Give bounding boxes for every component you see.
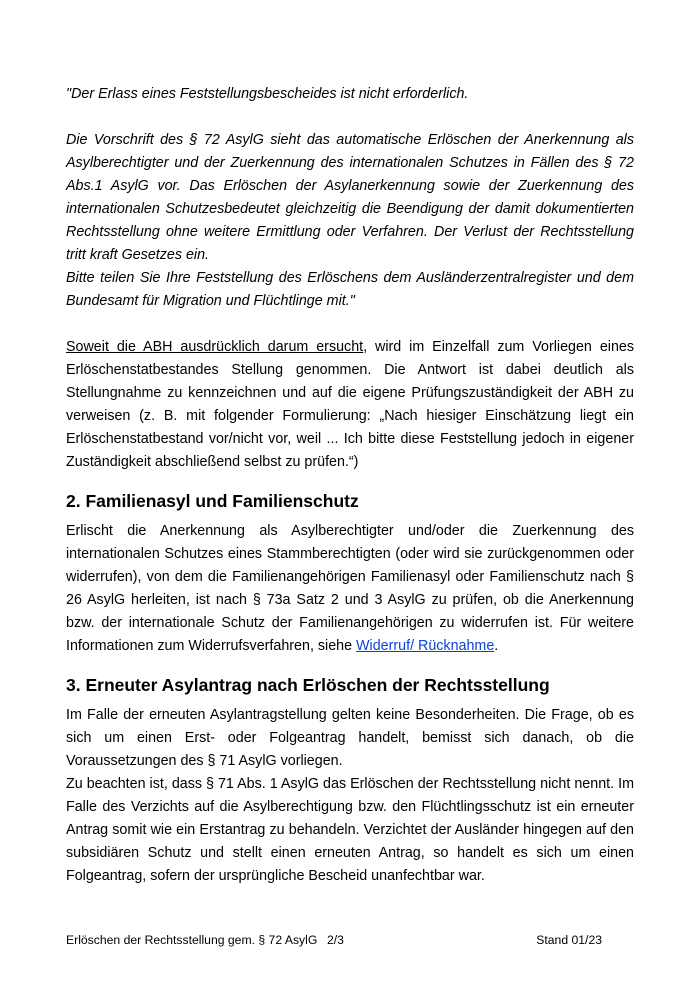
widerruf-link[interactable]: Widerruf/ Rücknahme bbox=[356, 638, 495, 654]
section-2-paragraph bbox=[66, 520, 634, 658]
abh-text: , wird im Einzelfall zum Vorliegen eines Erlöschenstatbestandes Stellung genommen. Die Antwort ist dabei deutlich als Stellungnahme zu kennzeichnen und auf die eigene Prüfungszuständigkeit der ABH zu verweisen (z. B. mit folgender Formulierung: „Nach hiesiger Einschätzung liegt ein Erlöschenstatbestand vor/nicht vor, weil ... Ich bitte diese Feststellung jedoch in eigener Zuständigkeit abschließend selbst zu prüfen.“) bbox=[66, 339, 634, 470]
abh-underlined-text: Soweit die ABH ausdrücklich darum ersucht bbox=[66, 339, 364, 355]
section-3-paragraph-2: Zu beachten ist, dass § 71 Abs. 1 AsylG das Erlöschen der Rechtsstellung nicht nennt. Im Falle des Verzichts auf die Asylberechtigung bzw. den Flüchtlingsschutz ist ein erneuter Antrag somit wie ein Erstantrag zu behandeln. Verzichtet der Ausländer hingegen auf den subsidiären Schutz und stellt einen erneuten Antrag, so handelt es sich um einen Folgeantrag, sofern der ursprüngliche Bescheid unanfechtbar war. bbox=[66, 776, 634, 884]
section-3-heading: 3. Erneuter Asylantrag nach Erlöschen der Rechtsstellung bbox=[66, 675, 550, 695]
quote-intro: "Der Erlass eines Feststellungsbescheides ist nicht erforderlich. bbox=[66, 86, 469, 102]
quote-closing: Bitte teilen Sie Ihre Feststellung des Erlöschens dem Ausländerzentralregister und dem Bundesamt für Migration und Flüchtlinge mit." bbox=[66, 270, 634, 309]
footer-version: Stand 01/23 bbox=[536, 933, 602, 947]
section-2-end: . bbox=[494, 638, 499, 654]
section-2-text: Erlischt die Anerkennung als Asylberechtigter und/oder die Zuerkennung des internationalen Schutzes eines Stammberechtigten (oder wird sie zurückgenommen oder widerrufen), von dem die Familienangehörigen Familienasyl oder Familienschutz nach § 26 AsylG herleiten, ist nach § 73a Satz 2 und 3 AsylG zu prüfen, ob die Anerkennung bzw. der internationale Schutz der Familienangehörigen zu widerrufen ist. Für weitere Informationen zum Widerrufsverfahren, siehe bbox=[66, 523, 634, 654]
document-page bbox=[66, 83, 634, 888]
section-2-heading: 2. Familienasyl und Familienschutz bbox=[66, 491, 359, 511]
footer-title: Erlöschen der Rechtsstellung gem. § 72 AsylG bbox=[66, 933, 318, 947]
quote-paragraph: Die Vorschrift des § 72 AsylG sieht das automatische Erlöschen der Anerkennung als Asylberechtigter und der Zuerkennung des internationalen Schutzes in Fällen des § 72 Abs.1 AsylG vor. Das Erlöschen der Asylanerkennung sowie der Zuerkennung des internationalen Schutzesbedeutet gleichzeitig die Beendigung der damit dokumentierten Rechtsstellung ohne weitere Ermittlung oder Verfahren. Der Verlust der Rechtsstellung tritt kraft Gesetzes ein. bbox=[66, 132, 634, 263]
abh-paragraph bbox=[66, 336, 634, 474]
footer-page-number: 2/3 bbox=[327, 933, 344, 947]
section-3-paragraph-1: Im Falle der erneuten Asylantragstellung gelten keine Besonderheiten. Die Frage, ob es sich um einen Erst- oder Folgeantrag handelt, bemisst sich danach, ob die Voraussetzungen des § 71 AsylG vorliegen. bbox=[66, 707, 634, 769]
